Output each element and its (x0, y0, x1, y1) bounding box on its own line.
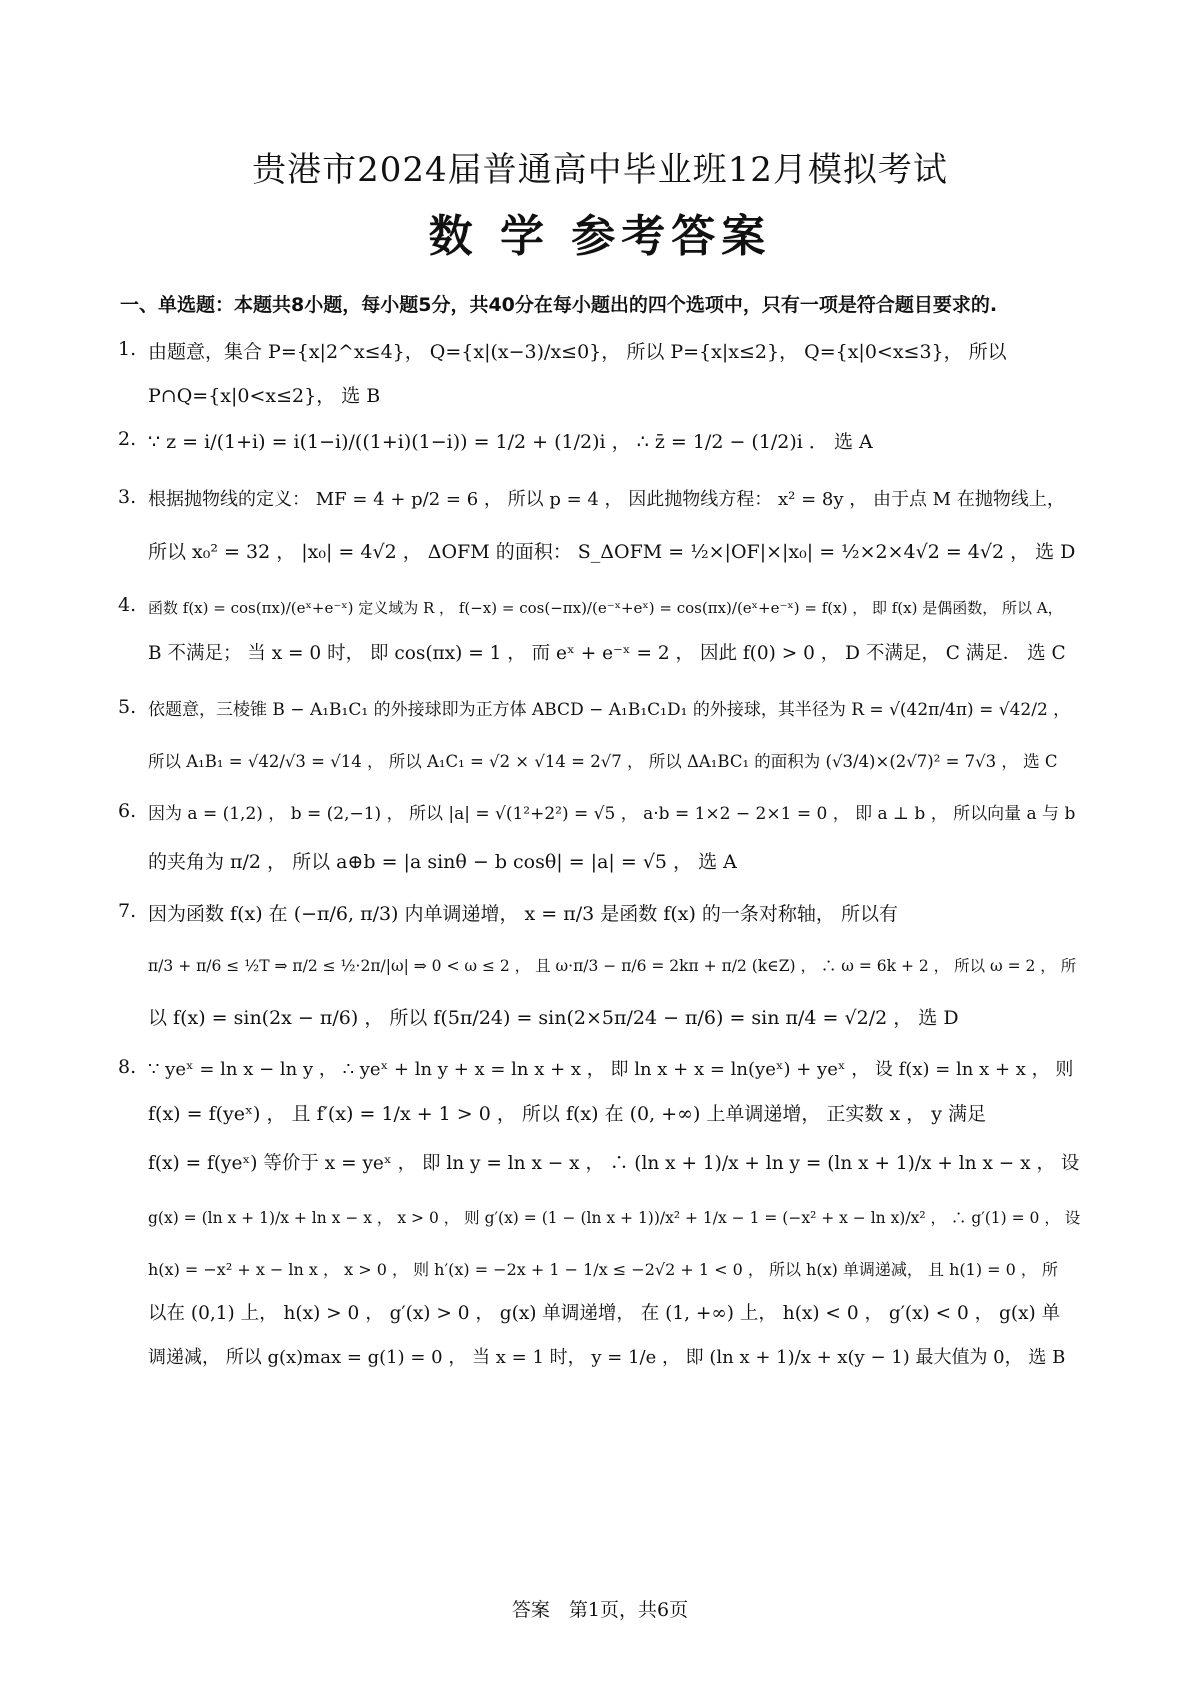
answer-line: ∵ z = i/(1+i) = i(1−i)/((1+i)(1−i)) = 1/2 + (1/2)i ， ∴ z̄ = 1/2 − (1/2)i ． 选 A (148, 431, 873, 453)
answer-number: 2. (118, 428, 137, 450)
answer-number: 7. (118, 900, 137, 922)
answer-line: ∵ yeˣ = ln x − ln y ， ∴ yeˣ + ln y + x = ln x + x ， 即 ln x + x = ln(yeˣ) + yeˣ ， 设 f(x) = ln x + x ， 则 (148, 1059, 1074, 1080)
exam-title: 贵港市2024届普通高中毕业班12月模拟考试 (252, 150, 948, 190)
answer-line: g(x) = (ln x + 1)/x + ln x − x ， x > 0 ， 则 g′(x) = (1 − (ln x + 1))/x² + 1/x − 1 = (−x² + x − ln x)/x² ， ∴ g′(1) = 0 ， 设 (148, 1209, 1081, 1227)
answer-number: 5. (118, 696, 137, 718)
answer-line: 所以 x₀² = 32 ， |x₀| = 4√2 ， ΔOFM 的面积： S_ΔOFM = ½×|OF|×|x₀| = ½×2×4√2 = 4√2 ， 选 D (148, 541, 1076, 563)
answer-line: h(x) = −x² + x − ln x ， x > 0 ， 则 h′(x) = −2x + 1 − 1/x ≤ −2√2 + 1 < 0 ， 所以 h(x) 单调递减， 且 h(1) = 0 ， 所 (148, 1260, 1059, 1279)
answer-number: 3. (118, 486, 137, 508)
answer-line: f(x) = f(yeˣ) ， 且 f′(x) = 1/x + 1 > 0 ， 所以 f(x) 在 (0, +∞) 上单调递增， 正实数 x ， y 满足 (148, 1103, 987, 1125)
answer-line: 依题意，三棱锥 B − A₁B₁C₁ 的外接球即为正方体 ABCD − A₁B₁C₁D₁ 的外接球，其半径为 R = √(42π/4π) = √42/2 ， (148, 700, 1071, 720)
answer-number: 6. (118, 800, 137, 822)
answer-line: 的夹角为 π/2 ， 所以 a⊕b = |a sinθ − b cosθ| = |a| = √5 ， 选 A (148, 851, 737, 873)
answer-line: 因为函数 f(x) 在 (−π/6, π/3) 内单调递增， x = π/3 是函数 f(x) 的一条对称轴， 所以有 (148, 903, 898, 925)
answer-line: 调递减， 所以 g(x)max = g(1) = 0 ， 当 x = 1 时， y = 1/e ， 即 (ln x + 1)/x + x(y − 1) 最大值为 0， 选 B (148, 1347, 1066, 1368)
answer-line: 根据抛物线的定义： MF = 4 + p/2 = 6 ， 所以 p = 4 ， 因此抛物线方程： x² = 8y ， 由于点 M 在抛物线上， (148, 489, 1065, 510)
answer-line: 因为 a = (1,2) ， b = (2,−1) ， 所以 |a| = √(1²+2²) = √5 ， a·b = 1×2 − 2×1 = 0 ， 即 a ⊥ b ， 所以向量 a 与 b (148, 804, 1076, 824)
answer-line: B 不满足； 当 x = 0 时， 即 cos(πx) = 1 ， 而 eˣ + e⁻ˣ = 2 ， 因此 f(0) > 0 ， D 不满足， C 满足． 选 C (148, 643, 1066, 664)
page-footer: 答案 第1页，共6页 (511, 1599, 689, 1621)
answer-number: 1. (118, 338, 137, 360)
answer-number: 8. (118, 1056, 137, 1078)
answer-line: P∩Q={x|0<x≤2}， 选 B (148, 385, 381, 407)
section-heading: 一、单选题：本题共8小题，每小题5分，共40分在每小题出的四个选项中，只有一项是符合题目要求的. (120, 294, 998, 316)
answer-line: 以在 (0,1) 上， h(x) > 0 ， g′(x) > 0 ， g(x) 单调递增， 在 (1, +∞) 上， h(x) < 0 ， g′(x) < 0 ， g(x) 单 (148, 1303, 1061, 1324)
answer-line: π/3 + π/6 ≤ ½T ⇒ π/2 ≤ ½·2π/|ω| ⇒ 0 < ω ≤ 2 ， 且 ω·π/3 − π/6 = 2kπ + π/2 (k∈Z) ， ∴ ω = 6k + 2 ， 所以 ω = 2 ， 所 (148, 957, 1077, 975)
answer-number: 4. (118, 594, 137, 616)
answer-line: 函数 f(x) = cos(πx)/(eˣ+e⁻ˣ) 定义域为 R ， f(−x) = cos(−πx)/(e⁻ˣ+eˣ) = cos(πx)/(eˣ+e⁻ˣ) = f(x) ， 即 f(x) 是偶函数， 所以 A， (148, 599, 1063, 617)
answer-line: f(x) = f(yeˣ) 等价于 x = yeˣ ， 即 ln y = ln x − x ， ∴ (ln x + 1)/x + ln y = (ln x + 1)/x + ln x − x ， 设 (148, 1153, 1080, 1174)
answer-line: 所以 A₁B₁ = √42/√3 = √14 ， 所以 A₁C₁ = √2 × √14 = 2√7 ， 所以 ΔA₁BC₁ 的面积为 (√3/4)×(2√7)² = 7√3 ， 选 C (148, 752, 1058, 771)
page-subtitle: 数 学 参考答案 (428, 211, 772, 262)
answer-line: 由题意，集合 P={x|2^x≤4}， Q={x|(x−3)/x≤0}， 所以 P={x|x≤2}， Q={x|0<x≤3}， 所以 (148, 341, 1007, 363)
answer-line: 以 f(x) = sin(2x − π/6) ， 所以 f(5π/24) = sin(2×5π/24 − π/6) = sin π/4 = √2/2 ， 选 D (148, 1007, 959, 1029)
